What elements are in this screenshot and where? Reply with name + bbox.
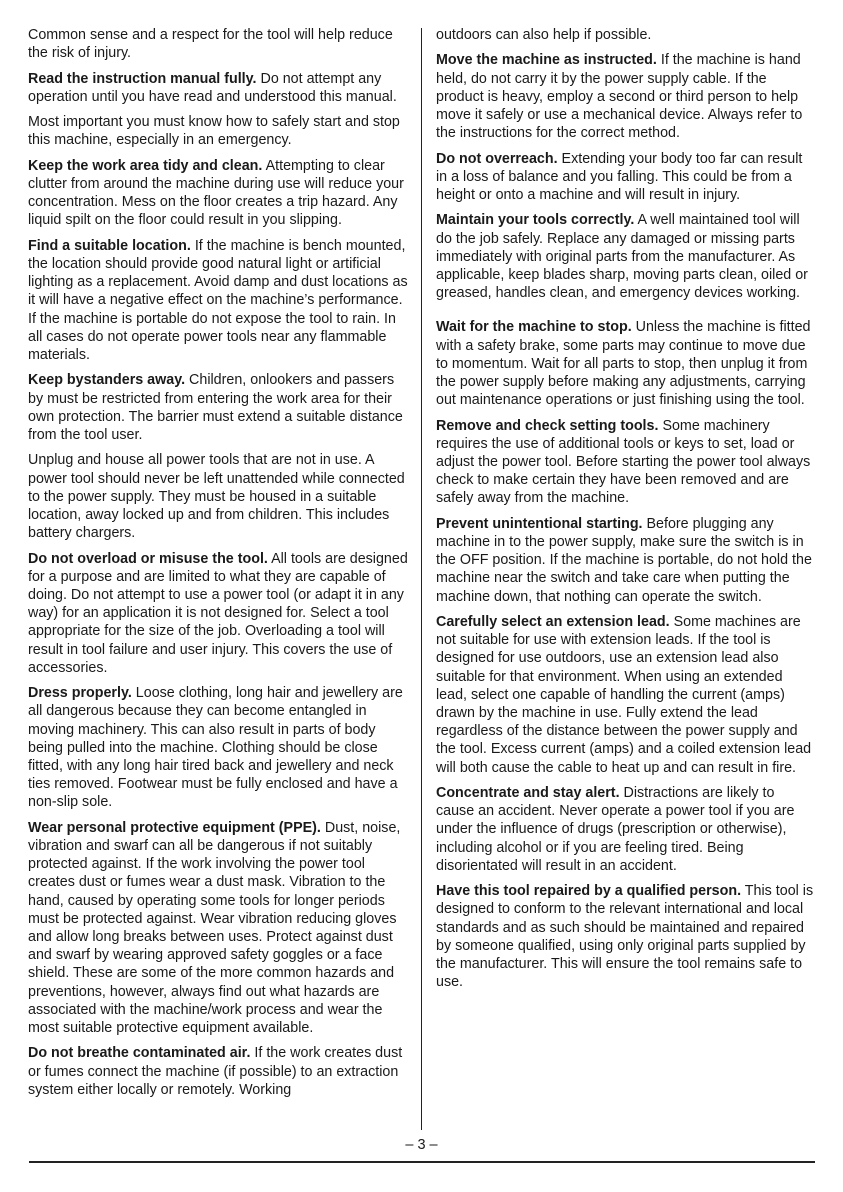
paragraph-maintain-tools: Maintain your tools correctly. A well maintained tool will do the job safely. Replace any damaged or missing parts immediately with original parts from the manufacturer. As applicable, keep blades sharp, moving parts clean, oiled or greased, handles clean, and emergency devices working. <box>436 212 808 302</box>
paragraph-overreach: Do not overreach. Extending your body too far can result in a loss of balance and you falling. This could be from a height or onto a machine and will result in injury. <box>436 150 803 203</box>
paragraph-dress: Dress properly. Loose clothing, long hair and jewellery are all dangerous because they can become entangled in moving machinery. This can also result in parts of body being pulled into the machine. Clothing should be close fitted, with any long hair tired back and jewellery and neck ties removed. Footwear must be fully enclosed and have a non-slip sole. <box>28 685 403 811</box>
paragraph-wait-stop: Wait for the machine to stop. Unless the machine is fitted with a safety brake, some parts may continue to move due to momentum. Wait for all parts to stop, then unplug it from the power supply before making any adjustments, carrying out maintenance operations or just finishing using the tool. <box>436 319 811 409</box>
paragraph-overload: Do not overload or misuse the tool. All tools are designed for a purpose and are limited to what they are capable of doing. Do not attempt to use a power tool (or adapt it in any way) for an application it is not designed for. Select a tool appropriate for the size of the job. Overloading a tool will result in tool failure and user injury. This covers the use of accessories. <box>28 550 408 676</box>
paragraph-bystanders: Keep bystanders away. Children, onlookers and passers by must be restricted from entering the work area for their own protection. The barrier must extend a suitable distance from the tool user. <box>28 372 403 443</box>
column-divider <box>421 28 422 1130</box>
left-column <box>28 26 408 1106</box>
paragraph-extension-lead: Carefully select an extension lead. Some machines are not suitable for use with extension leads. If the tool is designed for use outdoors, use an extension lead also suitable for that environment. When using an extended lead, select one capable of handling the current (amps) drawn by the machine in use. Fully extend the lead regardless of the distance between the power supply and the tool. Excess current (amps) and a coiled extension lead will both cause the cable to heat up and can result in fire. <box>436 614 812 776</box>
paragraph-unplug: Unplug and house all power tools that are not in use. A power tool should never be left unattended while connected to the power supply. They must be housed in a suitable location, away locked up and from children. This includes battery chargers. <box>28 452 405 542</box>
paragraph-work-area: Keep the work area tidy and clean. Attempting to clear clutter from around the machine during use will reduce your concentration. Mess on the floor creates a trip hazard. Any liquid spilt on the floor could result in you slipping. <box>28 157 404 229</box>
paragraph-contaminated-air: Do not breathe contaminated air. If the work creates dust or fumes connect the machine (if possible) to an extraction system either locally or remotely. Working <box>28 1045 403 1098</box>
right-column <box>436 26 814 999</box>
page-number: – 3 – <box>405 1137 438 1153</box>
paragraph-repair: Have this tool repaired by a qualified person. This tool is designed to conform to the relevant international and local standards and as such should be maintained and repaired by someone qualified, using only original parts supplied by the manufacturer. This will ensure the tool remains safe to use. <box>436 883 814 991</box>
paragraph-unintentional-start: Prevent unintentional starting. Before plugging any machine in to the power supply, make sure the switch is in the OFF position. If the machine is portable, do not hold the machine near the switch and take care when putting the machine down, that nothing can operate the switch. <box>436 515 812 605</box>
paragraph-concentrate: Concentrate and stay alert. Distractions are likely to cause an accident. Never operate a power tool if you are under the influence of drugs (prescription or otherwise), including alcohol or if you are feeling tired. Being disorientated will result in an accident. <box>436 785 795 874</box>
paragraph-read-manual: Read the instruction manual fully. Do not attempt any operation until you have read and understood this manual. <box>28 70 397 105</box>
paragraph-ppe: Wear personal protective equipment (PPE). Dust, noise, vibration and swarf can all be dangerous if not suitably protected against. If the work involving the power tool creates dust or fumes wear a dust mask. Vibration to the hand, caused by operating some tools for longer periods must be protected against. Wear vibration reducing gloves and allow long breaks between uses. Protect against dust and swarf by wearing approved safety goggles or a face shield. These are some of the more common hazards and preventions, however, always find out what hazards are associated with the machine/work process and wear the most suitable protective equipment available. <box>28 819 401 1037</box>
paragraph-common-sense: Common sense and a respect for the tool will help reduce the risk of injury. <box>28 27 393 62</box>
paragraph-location: Find a suitable location. If the machine is bench mounted, the location should provide good natural light or artificial lighting as a replacement. Avoid damp and dust locations as it will have a negative effect on the machine’s performance. If the machine is portable do not expose the tool to rain. In all cases do not operate power tools near any flammable materials. <box>28 237 408 363</box>
paragraph-start-stop: Most important you must know how to safely start and stop this machine, especially in an emergency. <box>28 114 400 149</box>
footer-rule <box>29 1161 815 1163</box>
paragraph-move-machine: Move the machine as instructed. If the machine is hand held, do not carry it by the power supply cable. If the product is heavy, employ a second or third person to help move it safely or use a mechanical device. Always refer to the instructions for the correct method. <box>436 52 803 142</box>
paragraph-setting-tools: Remove and check setting tools. Some machinery requires the use of additional tools or keys to set, load or adjust the power tool. Before starting the power tool always check to make certain they have been removed and are safely away from the machine. <box>436 417 811 507</box>
paragraph-outdoors: outdoors can also help if possible. <box>436 27 652 43</box>
